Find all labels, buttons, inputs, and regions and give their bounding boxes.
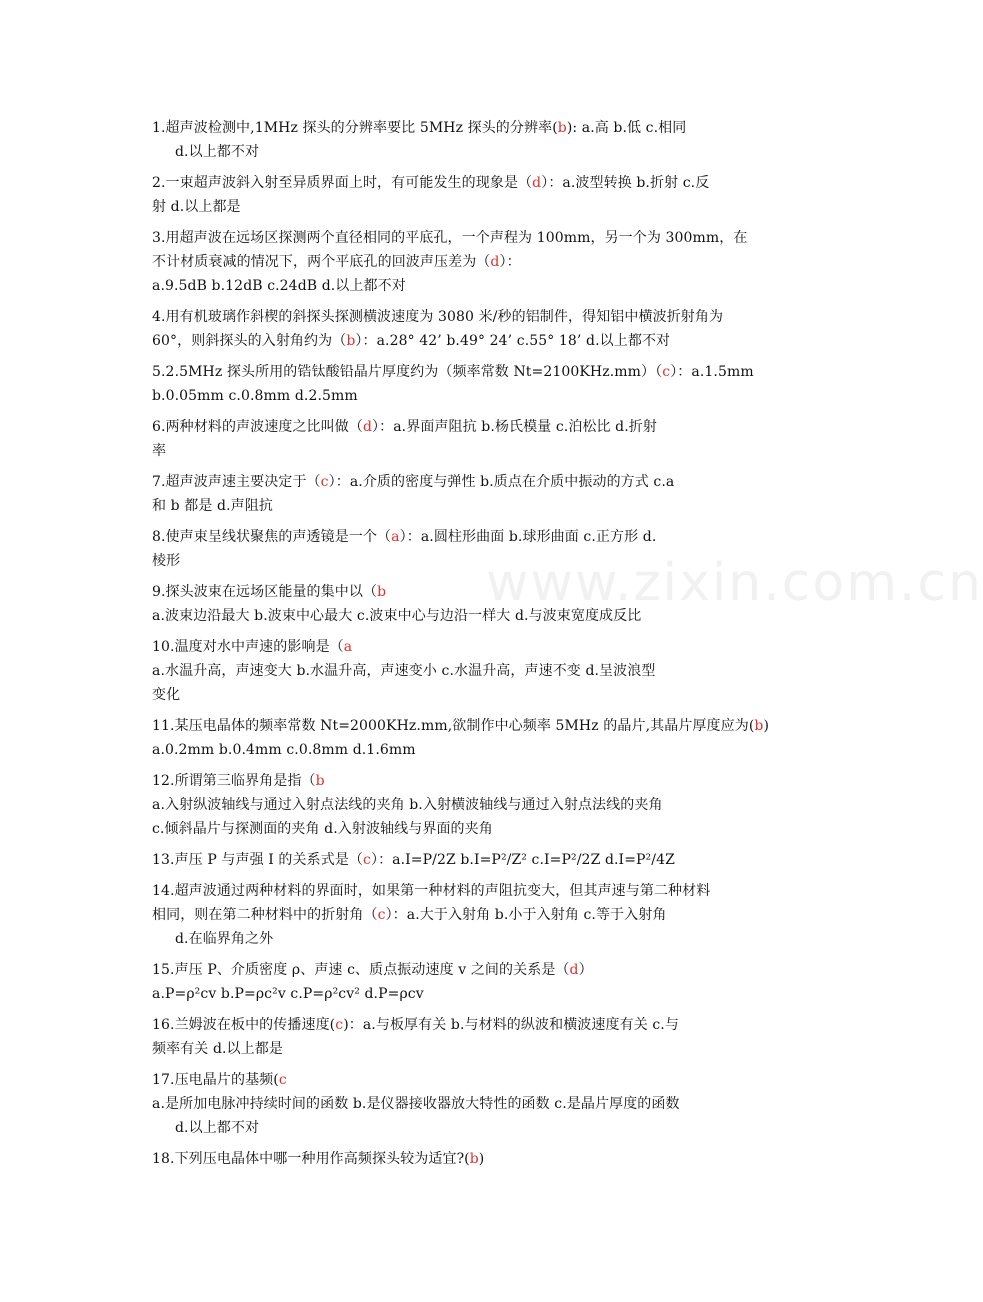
answer-8: a <box>391 529 400 545</box>
question-11-line-2: a.0.2mm b.0.4mm c.0.8mm d.1.6mm <box>152 742 416 758</box>
question-17-line-1: 17.压电晶片的基频(c <box>152 1072 287 1088</box>
question-16-line-2: 频率有关 d.以上都是 <box>152 1041 283 1057</box>
question-11-line-1: 11.某压电晶体的频率常数 Nt=2000KHz.mm,欲制作中心频率 5MHz 的晶片,其晶片厚度应为(b) <box>152 718 770 734</box>
question-14-line-1: 14.超声波通过两种材料的界面时，如果第一种材料的声阻抗变大，但其声速与第二种材料 <box>152 883 711 899</box>
question-16-line-1: 16.兰姆波在板中的传播速度(c)：a.与板厚有关 b.与材料的纵波和横波速度有关 c.与 <box>152 1017 679 1033</box>
question-14-line-3: d.在临界角之外 <box>175 931 274 947</box>
question-15-line-1: 15.声压 P、介质密度 ρ、声速 c、质点振动速度 v 之间的关系是（d） <box>152 962 593 978</box>
question-3-line-3: a.9.5dB b.12dB c.24dB d.以上都不对 <box>152 278 406 294</box>
question-8-line-1: 8.使声束呈线状聚焦的声透镜是一个（a）：a.圆柱形曲面 b.球形曲面 c.正方形 d. <box>152 529 657 545</box>
answer-14: c <box>377 907 386 923</box>
answer-2: d <box>532 175 542 191</box>
question-2-line-1: 2.一束超声波斜入射至异质界面上时，有可能发生的现象是（d）：a.波型转换 b.折射 c.反 <box>152 175 710 191</box>
watermark: www.zixin.com.cn <box>486 553 983 613</box>
question-14-line-2: 相同，则在第二种材料中的折射角（c）：a.大于入射角 b.小于入射角 c.等于入射角 <box>152 907 667 923</box>
question-4-line-2: 60°，则斜探头的入射角约为（b）：a.28° 42’ b.49° 24’ c.55° 18’ d.以上都不对 <box>152 333 671 349</box>
answer-5: c <box>662 364 671 380</box>
question-13-line-1: 13.声压 P 与声强 I 的关系式是（c）：a.I=P/2Z b.I=P²/Z² c.I=P²/2Z d.I=P²/4Z <box>152 852 675 868</box>
question-9-line-1: 9.探头波束在远场区能量的集中以（b <box>152 584 387 600</box>
question-7-line-2: 和 b 都是 d.声阻抗 <box>152 498 273 514</box>
answer-9: b <box>377 584 387 600</box>
answer-16: c <box>335 1017 344 1033</box>
question-5-line-1: 5.2.5MHz 探头所用的锆钛酸铅晶片厚度约为（频率常数 Nt=2100KHz.mm）（c）：a.1.5mm <box>152 364 754 380</box>
answer-18: b <box>469 1151 479 1167</box>
answer-11: b <box>754 718 764 734</box>
answer-3: d <box>490 254 500 270</box>
answer-10: a <box>343 639 353 655</box>
question-3-line-2: 不计材质衰减的情况下，两个平底孔的回波声压差为（d）： <box>152 254 521 270</box>
question-1-line-1: 1.超声波检测中,1MHz 探头的分辨率要比 5MHz 探头的分辨率(b): a.高 b.低 c.相同 <box>152 120 687 136</box>
question-3-line-1: 3.用超声波在远场区探测两个直径相同的平底孔，一个声程为 100mm，另一个为 300mm，在 <box>152 230 748 246</box>
question-15-line-2: a.P=ρ²cv b.P=ρc²v c.P=ρ²cv² d.P=ρcv <box>152 986 424 1002</box>
question-10-line-3: 变化 <box>152 687 181 703</box>
question-6-line-2: 率 <box>152 443 167 459</box>
question-9-line-2: a.波束边沿最大 b.波束中心最大 c.波束中心与边沿一样大 d.与波束宽度成反比 <box>152 608 642 624</box>
answer-12: b <box>315 773 325 789</box>
question-1-line-2: d.以上都不对 <box>175 144 260 160</box>
answer-17: c <box>278 1072 287 1088</box>
answer-7: c <box>320 474 329 490</box>
question-12-line-3: c.倾斜晶片与探测面的夹角 d.入射波轴线与界面的夹角 <box>152 821 493 837</box>
question-17-line-2: a.是所加电脉冲持续时间的函数 b.是仪器接收器放大特性的函数 c.是晶片厚度的函数 <box>152 1096 680 1112</box>
question-7-line-1: 7.超声波声速主要决定于（c）：a.介质的密度与弹性 b.质点在介质中振动的方式 c.a <box>152 474 675 490</box>
answer-13: c <box>363 852 371 868</box>
question-4-line-1: 4.用有机玻璃作斜楔的斜探头探测横波速度为 3080 米/秒的铝制件，得知铝中横波折射角为 <box>152 309 724 325</box>
question-5-line-2: b.0.05mm c.0.8mm d.2.5mm <box>152 388 358 404</box>
question-17-line-3: d.以上都不对 <box>175 1120 260 1136</box>
question-18-line-1: 18.下列压电晶体中哪一种用作高频探头较为适宜?(b) <box>152 1151 485 1167</box>
question-6-line-1: 6.两种材料的声波速度之比叫做（d）：a.界面声阻抗 b.杨氏模量 c.泊松比 d.折射 <box>152 419 657 435</box>
answer-4: b <box>346 333 356 349</box>
question-12-line-1: 12.所谓第三临界角是指（b <box>152 773 325 789</box>
question-8-line-2: 棱形 <box>152 553 181 569</box>
answer-15: d <box>569 962 579 978</box>
answer-1: b <box>557 120 567 136</box>
question-10-line-2: a.水温升高，声速变大 b.水温升高，声速变小 c.水温升高，声速不变 d.呈波浪型 <box>152 663 656 679</box>
question-12-line-2: a.入射纵波轴线与通过入射点法线的夹角 b.入射横波轴线与通过入射点法线的夹角 <box>152 797 663 813</box>
answer-6: d <box>362 419 373 435</box>
question-10-line-1: 10.温度对水中声速的影响是（a <box>152 639 353 655</box>
question-2-line-2: 射 d.以上都是 <box>152 199 241 215</box>
